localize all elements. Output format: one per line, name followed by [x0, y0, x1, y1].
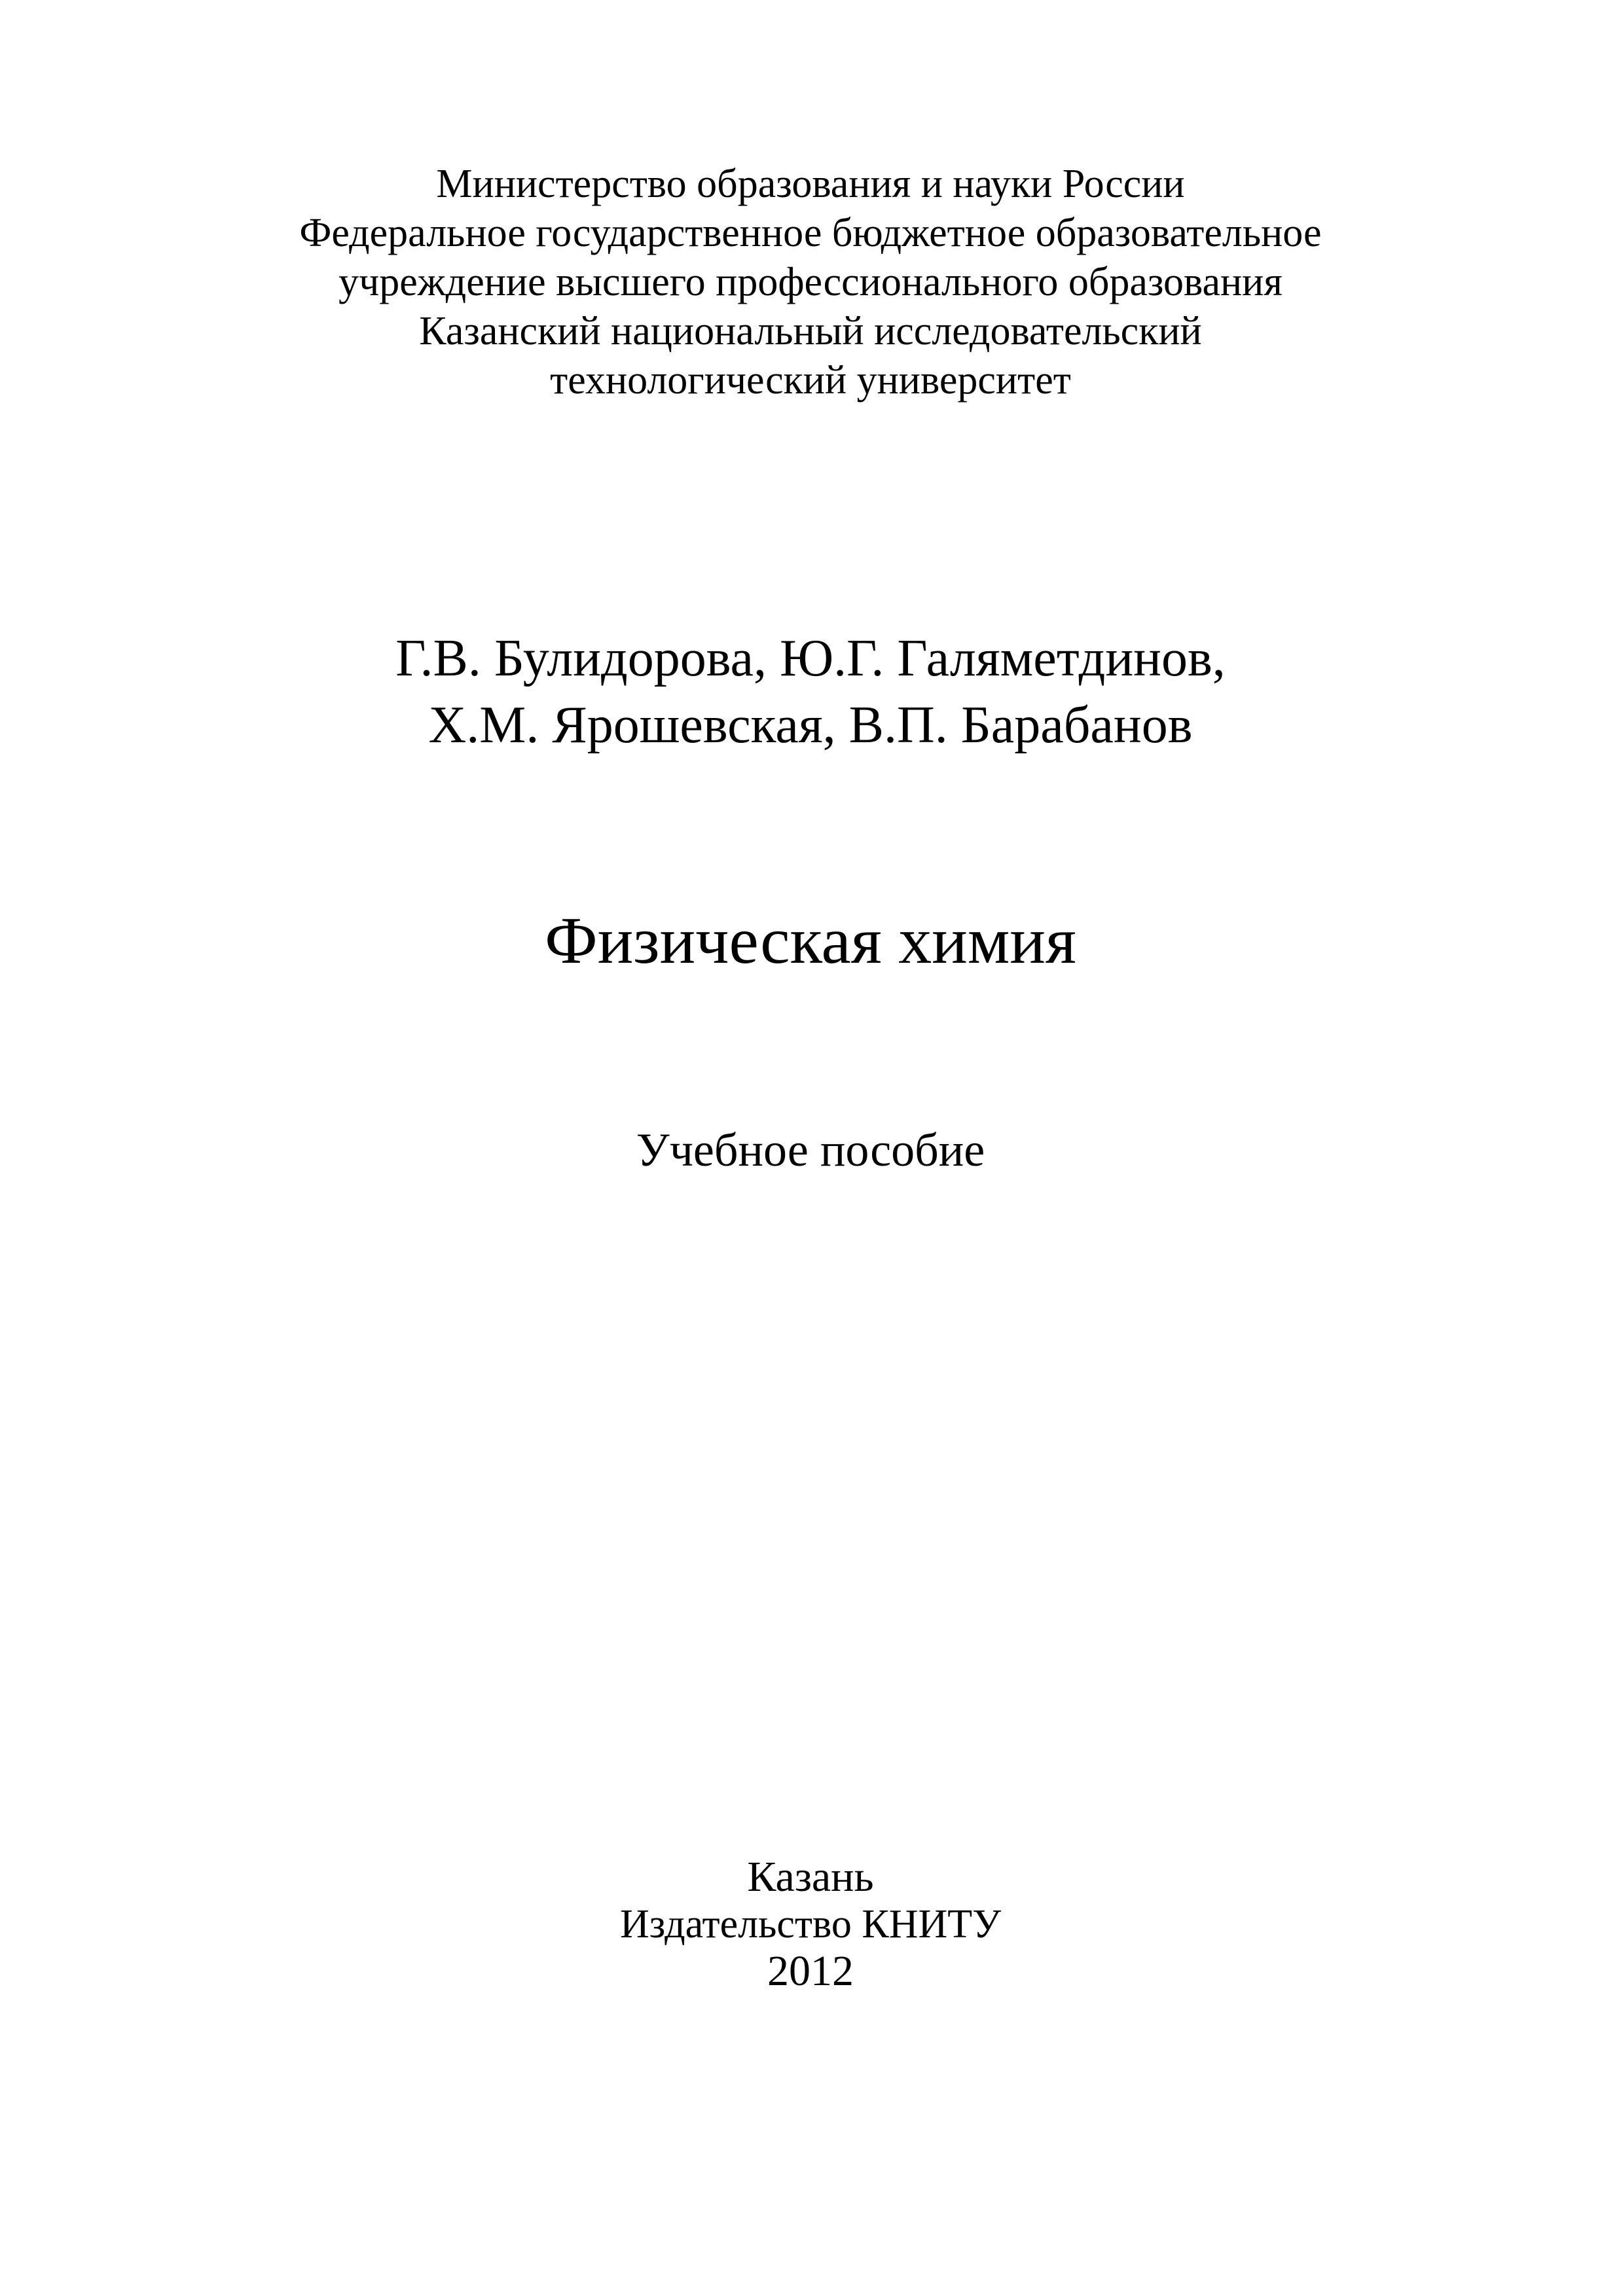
imprint-city: Казань — [747, 1853, 874, 1901]
institution-line-university-name: Казанский национальный исследовательский — [419, 309, 1202, 353]
book-subtitle: Учебное пособие — [636, 1124, 985, 1176]
institution-line-ministry: Министерство образования и науки России — [436, 162, 1185, 206]
imprint-publisher: Издательство КНИТУ — [619, 1902, 1002, 1946]
authors-line-2: Х.М. Ярошевская, В.П. Барабанов — [428, 696, 1193, 754]
book-title: Физическая химия — [545, 904, 1076, 978]
imprint — [0, 1854, 1621, 1995]
authors-line-1: Г.В. Булидорова, Ю.Г. Галяметдинов, — [395, 630, 1226, 687]
institution-header — [0, 160, 1621, 405]
institution-line-university-type: технологический университет — [550, 358, 1071, 403]
authors — [0, 625, 1621, 759]
institution-line-federal: Федеральное государственное бюджетное образовательное — [299, 211, 1322, 255]
institution-line-establishment: учреждение высшего профессионального образования — [338, 260, 1283, 304]
imprint-year: 2012 — [767, 1947, 854, 1995]
